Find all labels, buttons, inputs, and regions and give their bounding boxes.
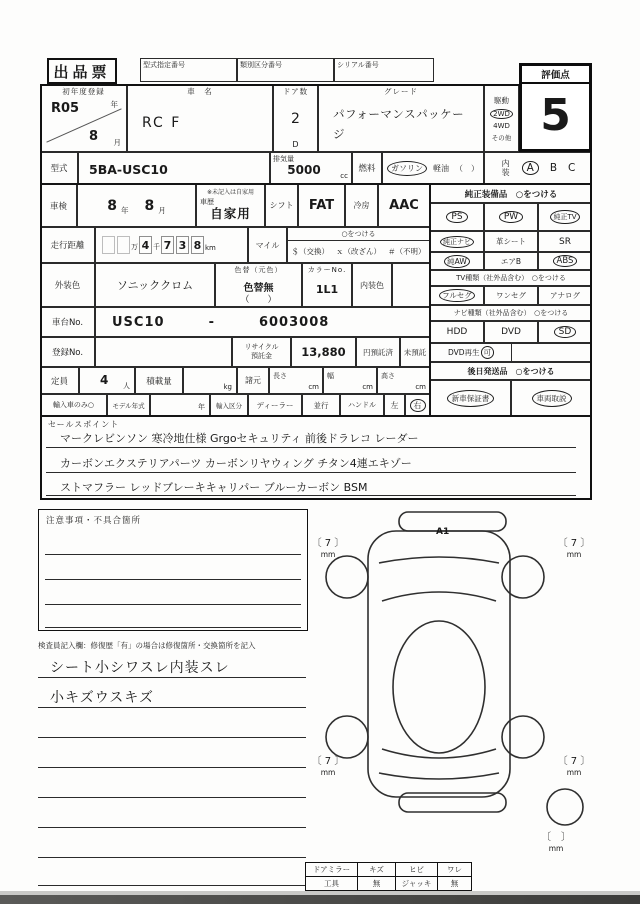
shaken-month-unit: 月 — [158, 205, 166, 215]
model-designation-number-label: 型式指定番号 — [143, 61, 185, 69]
fuel-label-cell — [352, 152, 382, 184]
import-class-label: 輸入区分 — [216, 401, 242, 410]
inspector-rule — [38, 767, 306, 768]
height-cell — [377, 367, 430, 394]
km-unit: km — [205, 244, 216, 252]
mm-unit: mm — [320, 768, 336, 777]
car-name-cell — [127, 84, 273, 152]
kg-unit: kg — [223, 383, 232, 391]
serial-number-label: シリアル番号 — [337, 61, 379, 69]
mileage-digit — [102, 236, 115, 254]
mm-unit: mm — [566, 768, 582, 777]
tv-analog-cell — [538, 286, 592, 305]
handle-label: ハンドル — [348, 401, 376, 409]
equip-airbag: エアB — [500, 256, 522, 266]
repaint-label: 色替（元色） — [234, 266, 283, 274]
drive-option-4wd: 4WD — [493, 121, 510, 130]
interior-color-value-cell — [392, 263, 430, 307]
mileage-digit: 8 — [191, 236, 204, 254]
capacity-value-cell — [79, 367, 135, 394]
recycle-label-1: リサイクル — [244, 342, 279, 351]
navi-type-header-cell — [430, 305, 592, 321]
model-year-label-cell — [107, 394, 150, 416]
mile-option-tampered: ｘ（改ざん） — [336, 247, 381, 256]
equipment-header-cell — [430, 184, 592, 203]
windshield-line — [382, 592, 496, 601]
import-class-label-cell — [210, 394, 248, 416]
import-parallel-option: 並行 — [313, 400, 329, 410]
sales-line-3: ストマフラー レッドブレーキキャリパー ブルーカーボン BSM — [60, 481, 368, 494]
tread-front-left — [308, 534, 348, 559]
handle-right-cell — [405, 394, 430, 416]
load-label-cell — [135, 367, 183, 394]
tread-front-right — [554, 534, 594, 559]
cm-unit: cm — [308, 383, 319, 391]
shift-label: シフト — [269, 201, 294, 210]
tread-spare — [536, 828, 576, 853]
mm-unit: mm — [320, 550, 336, 559]
tv-analog: アナログ — [550, 291, 580, 300]
accessories-table — [305, 862, 472, 891]
fuel-option-diesel: 軽油 — [433, 163, 449, 173]
split-label: ワレ — [438, 863, 472, 877]
rear-right-wheel — [502, 716, 544, 758]
length-cell — [269, 367, 323, 394]
model-year-value-cell — [150, 394, 210, 416]
tv-fullseg-cell — [430, 286, 484, 305]
shaken-year: 8 — [107, 197, 117, 214]
recycle-alt-cell — [400, 337, 430, 367]
mileage-digit-row — [102, 236, 217, 254]
separator-horizontal-sales — [40, 415, 592, 417]
recycle-unit: 円預託済 — [363, 347, 393, 357]
drive-option-other: その他 — [491, 133, 512, 142]
trunk-seam — [379, 773, 499, 779]
car-name-label: 車 名 — [187, 87, 213, 96]
sales-rule-2 — [46, 472, 576, 473]
jack-none-value: 無 — [438, 877, 472, 891]
inspector-rule — [38, 737, 306, 738]
car-body — [368, 531, 510, 797]
first-registration-label: 初年度登録 — [62, 87, 105, 96]
equip-abs-cell — [538, 252, 592, 270]
doors-cell — [273, 84, 318, 152]
inspector-rule — [38, 797, 306, 798]
width-label: 幅 — [327, 372, 334, 380]
equip-sunroof: SR — [559, 236, 571, 247]
chassis-value — [112, 315, 329, 330]
recycle-value: 13,880 — [301, 345, 346, 359]
later-shipping-header: 後日発送品 ○をつける — [467, 366, 555, 376]
length-label: 長さ — [273, 372, 287, 380]
color-no-label: カラーNo. — [307, 266, 347, 274]
shaken-label: 車検 — [49, 201, 67, 212]
shift-value-cell — [298, 184, 345, 227]
ac-label: 冷房 — [353, 201, 370, 210]
mile-options-cell — [287, 227, 430, 263]
hood-seam — [379, 557, 499, 563]
equip-abs: ABS — [553, 255, 578, 267]
shaken-year-unit: 年 — [121, 205, 129, 215]
capacity-value: 4 — [100, 373, 109, 387]
sales-points-label: セールスポイント — [48, 420, 120, 429]
ship-owner-manual: 車両取説 — [532, 390, 572, 407]
inspector-rule — [38, 827, 306, 828]
class-number-label: 類別区分番号 — [240, 61, 282, 69]
score-value-area — [522, 84, 589, 146]
chassis-label: 車台No. — [51, 318, 84, 328]
exterior-color-label: 外装色 — [54, 281, 81, 291]
equip-navi-cell — [430, 231, 484, 252]
mm-unit: mm — [548, 844, 564, 853]
equip-alloy-wheels: 純AW — [444, 255, 470, 268]
sheet-title-box — [47, 58, 117, 84]
load-label: 積載量 — [146, 376, 172, 387]
mile-option-exchange: ＄（交換） — [291, 247, 329, 256]
inspector-rule — [38, 857, 306, 858]
spec-label-cell — [237, 367, 269, 394]
chassis-separator: - — [208, 315, 215, 330]
grade-label: グレード — [384, 87, 418, 96]
door-mirror-label: ドアミラー — [306, 863, 358, 877]
grade-cell — [318, 84, 484, 152]
first-registration-cell — [40, 84, 127, 152]
model-designation-number-box — [140, 58, 237, 82]
ac-label-cell — [345, 184, 378, 227]
defects-rule — [45, 604, 301, 605]
width-cell — [323, 367, 377, 394]
displacement-label: 排気量 — [273, 155, 294, 163]
year-unit: 年 — [110, 100, 118, 109]
interior-grade-a: A — [522, 161, 539, 175]
height-label: 高さ — [381, 372, 395, 380]
registration-no-value-cell — [95, 337, 232, 367]
load-value-cell — [183, 367, 237, 394]
jack-label: ジャッキ — [396, 877, 438, 891]
score-label: 評価点 — [541, 70, 570, 81]
tread-front-left-value: 〔 7 〕 — [311, 538, 345, 549]
tv-oneseg-cell — [484, 286, 538, 305]
mile-label-cell — [248, 227, 287, 263]
circle-note: ○をつける — [341, 230, 376, 238]
recycle-alt: 未預託 — [403, 347, 427, 357]
mileage-value-cell — [95, 227, 248, 263]
import-parallel-cell — [302, 394, 340, 416]
dvd-playable-row — [430, 343, 592, 362]
spec-label: 諸元 — [245, 376, 261, 385]
capacity-label-cell — [40, 367, 79, 394]
doors-value: 2 — [291, 111, 300, 127]
history-cell — [196, 184, 265, 227]
sheet-title: 出品票 — [53, 62, 111, 81]
sales-line-1: マークレビンソン 寒冷地仕様 Grgoセキュリティ 前後ドラレコ レーダー — [60, 432, 419, 445]
mileage-label: 走行距離 — [50, 241, 85, 251]
tread-front-right-value: 〔 7 〕 — [557, 538, 591, 549]
color-no-cell — [302, 263, 352, 307]
shaken-month: 8 — [144, 197, 155, 214]
handle-right-option: 右 — [410, 399, 426, 412]
panel-code: A1 — [436, 527, 450, 537]
ac-value-cell — [378, 184, 430, 227]
sales-rule-1 — [46, 447, 576, 448]
tread-rear-left-value: 〔 7 〕 — [311, 756, 345, 767]
scan-edge-dark — [0, 895, 640, 904]
import-only-label: 輸入車のみ○ — [52, 401, 95, 409]
first-registration-year: R05 — [51, 101, 80, 116]
equip-ps: PS — [446, 211, 467, 223]
recycle-unit-cell — [356, 337, 400, 367]
separator-vertical-right-col — [429, 183, 431, 416]
navi-hdd-cell — [430, 321, 484, 343]
drive-option-2wd: 2WD — [490, 109, 513, 119]
score-box — [519, 63, 592, 152]
navi-type-header: ナビ種類（社外品含む） ○をつける — [453, 309, 569, 317]
import-only-label-cell — [40, 394, 107, 416]
tools-none-value: 無 — [358, 877, 396, 891]
drive-cell — [484, 84, 519, 152]
cm-unit: cm — [362, 383, 373, 391]
inspector-line-2: 小キズウスキズ — [50, 690, 155, 706]
model-code-label: 型式 — [50, 164, 68, 174]
interior-color-label-cell — [352, 263, 392, 307]
inspector-rule — [38, 707, 306, 708]
shift-label-cell — [265, 184, 298, 227]
equip-tv-cell — [538, 203, 592, 231]
model-code-value-cell — [78, 152, 270, 184]
capacity-unit: 人 — [123, 382, 130, 390]
exterior-color-label-cell — [40, 263, 95, 307]
chassis-prefix: USC10 — [112, 315, 165, 330]
repaint-cell — [215, 263, 302, 307]
recycle-label-cell — [232, 337, 291, 367]
interior-grade-b: B — [549, 162, 558, 174]
tread-rear-right-value: 〔 7 〕 — [557, 756, 591, 767]
handle-left-option: 左 — [390, 400, 399, 410]
repaint-value: 色替無 — [243, 283, 274, 294]
equip-airbag-cell — [484, 252, 538, 270]
shift-value: FAT — [308, 198, 335, 213]
defects-rule — [45, 579, 301, 580]
recycle-label-2: 預託金 — [251, 352, 272, 360]
model-code-label-cell — [40, 152, 78, 184]
mile-options-row — [288, 241, 429, 262]
model-year-unit: 年 — [198, 403, 205, 411]
tv-type-header: TV種類（社外品含む） ○をつける — [456, 274, 566, 282]
inspector-rule — [38, 885, 306, 886]
model-year-label: モデル年式 — [112, 401, 145, 410]
equip-leather-seat: 革シート — [496, 237, 526, 246]
shaken-label-cell — [40, 184, 77, 227]
mileage-digit — [117, 236, 130, 254]
registration-no-label: 登録No. — [51, 348, 84, 358]
fuel-option-gasoline: ガソリン — [387, 161, 427, 176]
navi-sd: SD — [554, 326, 577, 338]
exterior-color-value: ソニッククロム — [116, 279, 194, 292]
import-dealer-option: ディーラー — [256, 400, 294, 410]
repaint-paren: （ ） — [240, 295, 277, 305]
front-bumper — [399, 512, 506, 531]
dvd-playable-mark: 可 — [481, 346, 495, 359]
defects-label: 注意事項・不具合箇所 — [46, 516, 142, 526]
ac-value: AAC — [389, 198, 419, 213]
equip-genuine-navi: 純正ナビ — [440, 236, 474, 248]
history-value: 自家用 — [210, 206, 251, 221]
circle-note-header — [288, 228, 429, 241]
doors-label: ドア数 — [282, 87, 309, 96]
cm-unit: cm — [415, 383, 426, 391]
grade-value: パフォーマンスパッケージ — [333, 107, 465, 141]
first-registration-month: 8 — [89, 129, 99, 144]
equip-genuine-tv: 純正TV — [550, 210, 579, 224]
chassis-serial: 6003008 — [258, 315, 330, 330]
chassis-label-cell — [40, 307, 95, 337]
equip-pw: PW — [499, 211, 523, 223]
ship-warranty-cell — [430, 380, 511, 416]
shaken-value-cell — [77, 184, 196, 227]
tv-type-header-cell — [430, 270, 592, 286]
spare-tire — [547, 789, 583, 825]
mile-option-unknown: ＃（不明） — [388, 247, 426, 256]
separator-horizontal-top — [40, 183, 592, 185]
score-header — [522, 66, 589, 84]
displacement-cell — [270, 152, 352, 184]
front-right-wheel — [502, 556, 544, 598]
mileage-digit: 3 — [176, 236, 189, 254]
fuel-option-other: （ ） — [455, 163, 479, 173]
car-name-value: RC F — [142, 115, 182, 131]
class-number-box — [237, 58, 334, 82]
month-unit: 月 — [113, 138, 121, 147]
mileage-digit: 4 — [139, 236, 152, 254]
tread-rear-left — [308, 752, 348, 777]
ship-manual-cell — [511, 380, 592, 416]
cc-unit: cc — [340, 172, 348, 180]
ship-warranty-book: 新車保証書 — [447, 390, 495, 407]
history-label: 車歴 — [200, 198, 214, 206]
navi-dvd: DVD — [501, 327, 521, 337]
navi-sd-cell — [538, 321, 592, 343]
import-dealer-cell — [248, 394, 302, 416]
defects-rule — [45, 554, 301, 555]
doors-sub: D — [292, 140, 299, 149]
defects-box — [38, 509, 308, 631]
drive-label: 駆動 — [494, 95, 509, 105]
inspector-line-1: シート小シワスレ内装スレ — [50, 660, 230, 676]
navi-dvd-cell — [484, 321, 538, 343]
serial-number-box — [334, 58, 434, 82]
inspector-note: 検査員記入欄：修復歴「有」の場合は修復箇所・交換箇所を記入 — [38, 641, 256, 650]
fuel-options-cell — [382, 152, 484, 184]
fuel-label: 燃料 — [358, 164, 376, 174]
model-code-value: 5BA-USC10 — [89, 162, 168, 177]
accessories-row-1 — [306, 863, 472, 877]
roof-cabin — [393, 621, 485, 753]
equip-ps-cell — [430, 203, 484, 231]
man-marker: 万 — [131, 243, 138, 251]
interior-grade-cell — [484, 152, 592, 184]
registration-no-label-cell — [40, 337, 95, 367]
navi-hdd: HDD — [446, 327, 468, 337]
history-note: ※未記入は自家用 — [206, 189, 255, 196]
color-no-value: 1L1 — [315, 283, 339, 296]
tv-oneseg: ワンセグ — [496, 291, 526, 300]
score-value: 5 — [540, 89, 571, 141]
mileage-digit: 7 — [161, 236, 174, 254]
mm-unit: mm — [566, 550, 582, 559]
later-shipping-header-cell — [430, 362, 592, 380]
mileage-label-cell — [40, 227, 95, 263]
inspector-rule — [38, 677, 306, 678]
tread-spare-value: 〔 〕 — [541, 832, 571, 843]
sen-marker: 千 — [153, 243, 160, 251]
recycle-value-cell — [291, 337, 356, 367]
handle-label-cell — [340, 394, 384, 416]
interior-grade-label: 内装 — [501, 158, 510, 177]
dvd-playable-cell — [431, 344, 512, 361]
dvd-playable-text: DVD再生 — [447, 348, 480, 357]
mile-label: マイル — [255, 240, 280, 250]
accessories-row-2 — [306, 877, 472, 891]
tread-rear-right — [554, 752, 594, 777]
interior-color-label: 内装色 — [360, 280, 384, 290]
crack-label: ヒビ — [396, 863, 438, 877]
equip-aw-cell — [430, 252, 484, 270]
defects-rule — [45, 627, 301, 628]
chassis-value-cell — [95, 307, 430, 337]
scratch-label: キズ — [358, 863, 396, 877]
capacity-label: 定員 — [50, 376, 68, 387]
equip-sr-cell — [538, 231, 592, 252]
equip-leather-cell — [484, 231, 538, 252]
sales-rule-3 — [46, 495, 576, 496]
handle-left-cell — [384, 394, 405, 416]
tv-fullseg: フルセグ — [439, 289, 475, 302]
front-left-wheel — [326, 556, 368, 598]
equip-pw-cell — [484, 203, 538, 231]
equipment-header: 純正装備品 ○をつける — [464, 189, 558, 200]
interior-grade-c: C — [568, 162, 576, 174]
tools-label: 工具 — [306, 877, 358, 891]
sales-line-2: カーボンエクステリアパーツ カーボンリヤウィング チタン4連エキゾー — [60, 457, 412, 470]
displacement-value: 5000 — [287, 163, 321, 177]
exterior-color-value-cell — [95, 263, 215, 307]
